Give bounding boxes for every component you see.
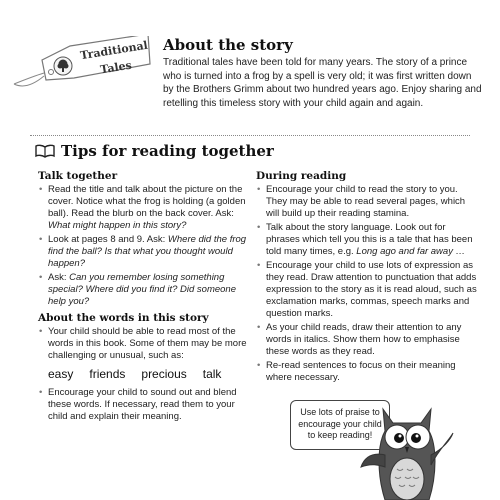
about-text: Traditional tales have been told for many years. The story of a prince who is turned into a frog by a spell is very old; it was first written down by the Brothers Grimm about two hundred years ago. Enjoy sharing and retelling this timeless story with your child again and again.: [163, 57, 482, 109]
section-divider: [30, 135, 470, 136]
list-item: • Ask: Can you remember losing something special? Where did you find it? Did someone help you?: [38, 272, 248, 308]
tips-title: Tips for reading together: [61, 142, 274, 160]
list-item: • Encourage your child to use lots of expression as they read. Draw attention to punctuation that adds expression to the story as it is read aloud, such as exclamation marks, commas, speech marks and question marks.: [256, 260, 478, 320]
list-item: • Encourage your child to read the story to you. They may be able to read several pages, which will build up their reading stamina.: [256, 184, 478, 220]
words-list-2: [38, 387, 248, 423]
tag-title-line2: Tales: [99, 58, 133, 77]
owl-icon: [355, 405, 460, 500]
list-item: • Re-read sentences to focus on their meaning where necessary.: [256, 360, 478, 384]
list-item: • As your child reads, draw their attention to any words in italics. Show them how to emphasise these words as they read.: [256, 322, 478, 358]
words-heading: About the words in this story: [38, 312, 209, 324]
example-word: talk: [202, 367, 222, 381]
list-item: • Encourage your child to sound out and blend these words. If necessary, read them to your child and explain their meaning.: [38, 387, 248, 423]
tips-header: [35, 142, 274, 160]
traditional-tales-tag: [12, 36, 152, 96]
bubble-text: Use lots of praise to encourage your child to keep reading!: [298, 407, 382, 440]
example-word: precious: [141, 367, 187, 381]
talk-together-list: [38, 184, 248, 308]
talk-together-heading: Talk together: [38, 170, 118, 182]
example-word: friends: [89, 367, 126, 381]
words-list: [38, 326, 248, 362]
list-item: • Read the title and talk about the picture on the cover. Notice what the frog is holding (a golden ball). Read the blurb on the back cover. Ask: What might happen in this story?: [38, 184, 248, 232]
example-words: [38, 367, 248, 381]
example-word: easy: [48, 367, 74, 381]
list-item: • Talk about the story language. Look out for phrases which tell you this is a tale that has been told many times, e.g. Long ago and far away …: [256, 222, 478, 258]
during-reading-list: [256, 184, 478, 384]
right-column: [256, 170, 478, 386]
open-book-icon: [35, 144, 55, 158]
left-column: [38, 170, 248, 425]
about-title: About the story: [163, 36, 293, 54]
tag-title-line1: Traditional: [79, 38, 149, 63]
list-item: • Look at pages 8 and 9. Ask: Where did the frog find the ball? Is that what you thought would happen?: [38, 234, 248, 270]
list-item: • Your child should be able to read most of the words in this book. Some of them may be more challenging or unusual, such as:: [38, 326, 248, 362]
during-reading-heading: During reading: [256, 170, 347, 182]
